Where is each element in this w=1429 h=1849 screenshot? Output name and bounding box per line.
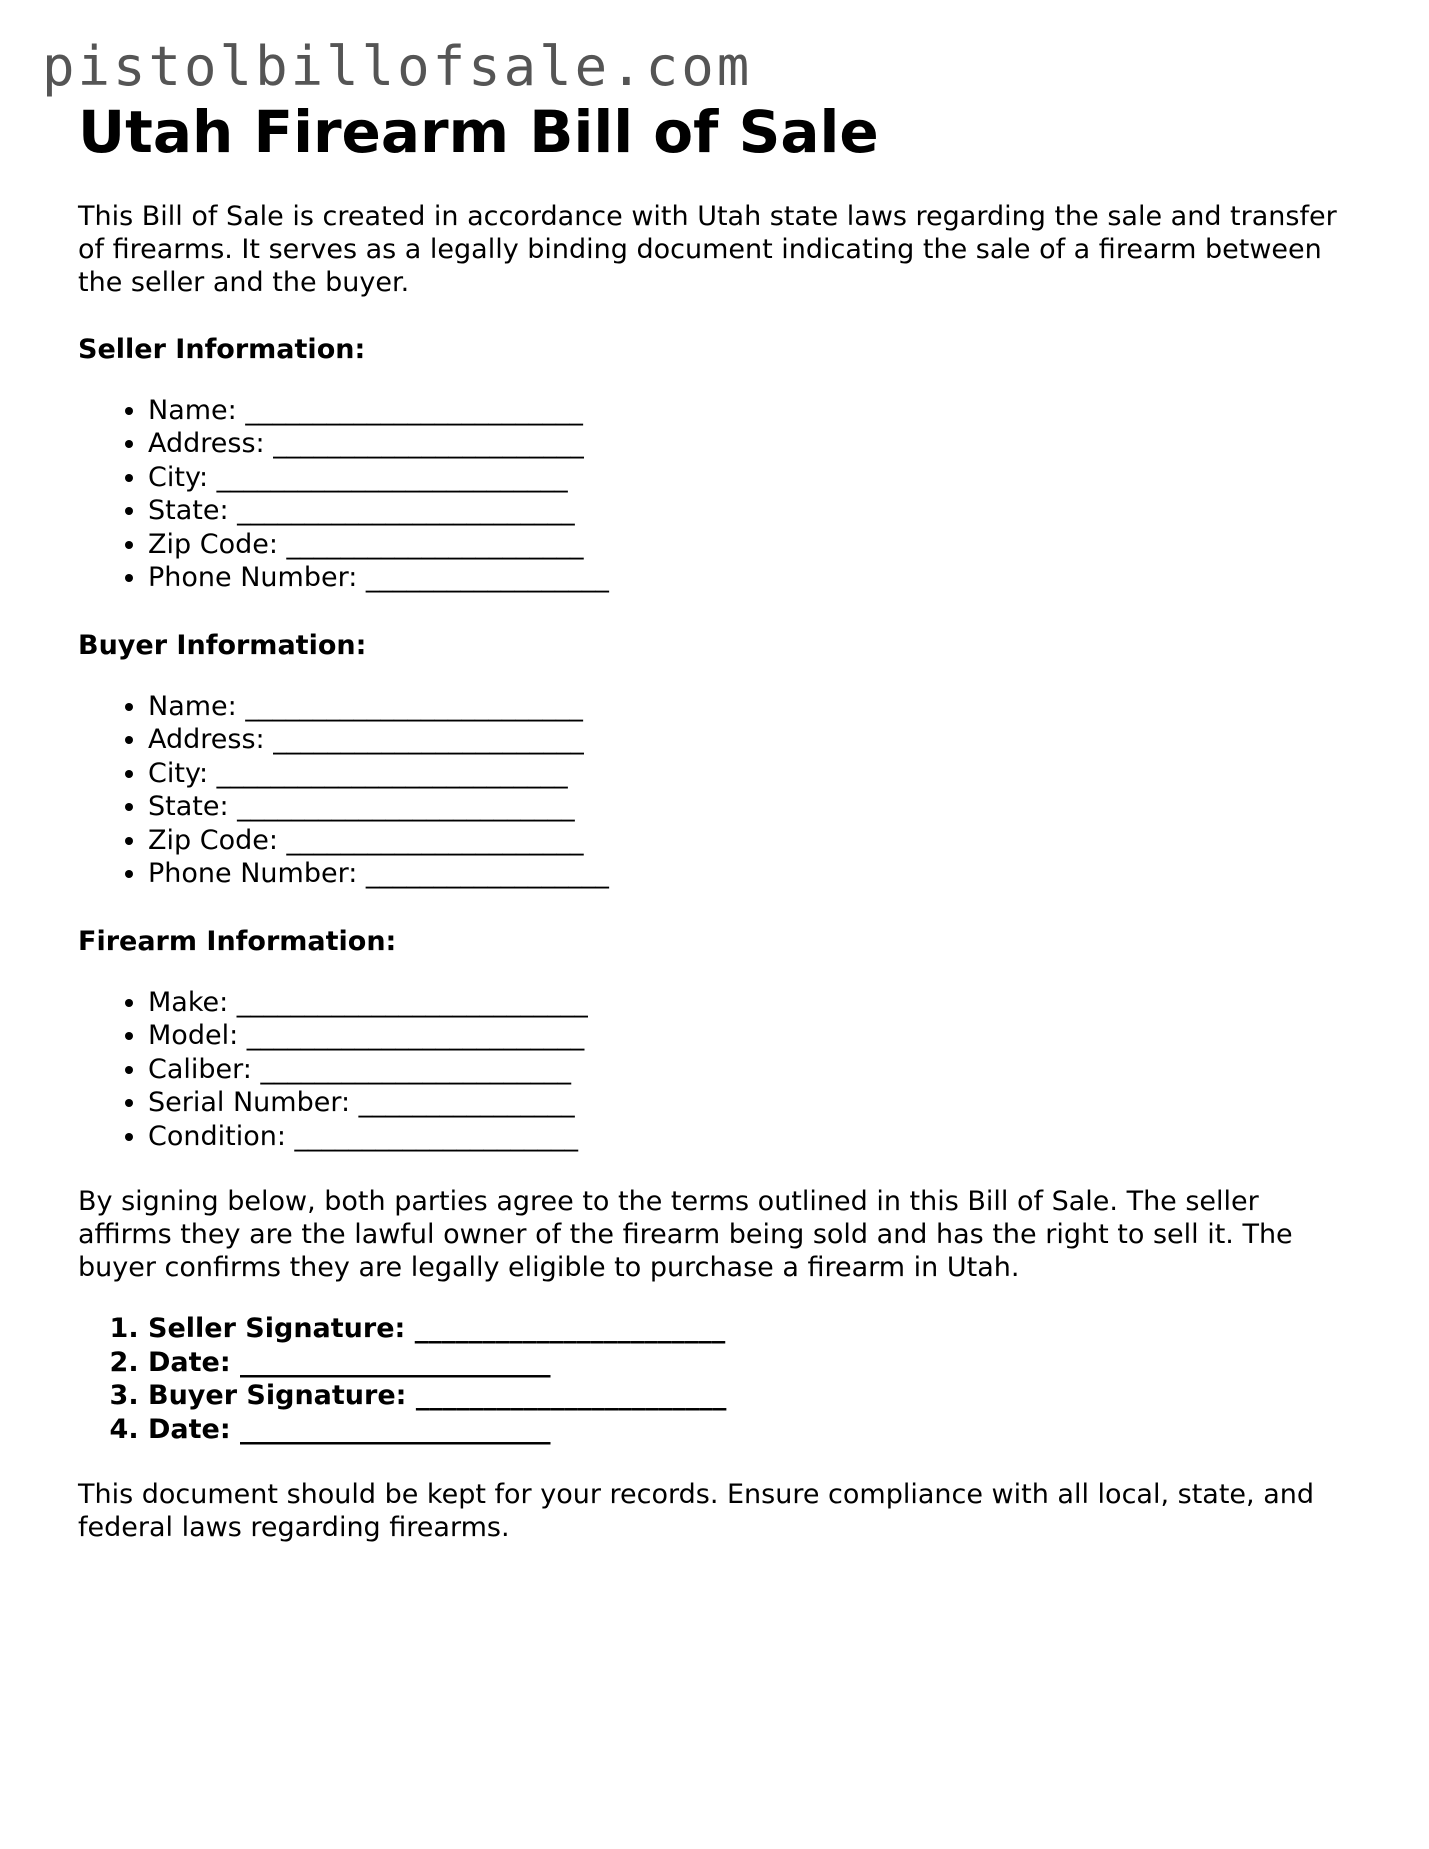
seller-address-field: • Address: _______________________ [148, 427, 1358, 461]
buyer-city-field: • City: __________________________ [148, 757, 1358, 791]
firearm-make-field: • Make: __________________________ [148, 986, 1358, 1020]
buyer-fields-list [78, 690, 1358, 891]
page-title: Utah Firearm Bill of Sale [78, 98, 879, 166]
buyer-zip-field: • Zip Code: ______________________ [148, 824, 1358, 858]
seller-zip-field: • Zip Code: ______________________ [148, 528, 1358, 562]
firearm-fields-list [78, 986, 1358, 1154]
signature-list [78, 1312, 1358, 1446]
intro-paragraph: This Bill of Sale is created in accordance with Utah state laws regarding the sale and transfer of firearms. It serves as a legally binding document indicating the sale of a firearm between the seller and the buyer. [78, 200, 1337, 298]
agreement-paragraph: By signing below, both parties agree to the terms outlined in this Bill of Sale. The seller affirms they are the lawful owner of the firearm being sold and has the right to sell it. The buyer confirms they are legally eligible to purchase a firearm in Utah. [78, 1186, 1293, 1284]
firearm-serial-field: • Serial Number: ________________ [148, 1086, 1358, 1120]
seller-name-field: • Name: _________________________ [148, 394, 1358, 428]
buyer-signature-field: 3. Buyer Signature: _______________________ [148, 1379, 1358, 1413]
firearm-section-heading: Firearm Information: [78, 925, 397, 957]
watermark-text: pistolbillofsale.com [42, 35, 753, 98]
document-body [78, 98, 1358, 1544]
firearm-condition-field: • Condition: _____________________ [148, 1120, 1358, 1154]
buyer-section-heading: Buyer Information: [78, 629, 367, 661]
closing-paragraph: This document should be kept for your records. Ensure compliance with all local, state, and federal laws regarding firearms. [78, 1479, 1314, 1544]
seller-city-field: • City: __________________________ [148, 461, 1358, 495]
buyer-name-field: • Name: _________________________ [148, 690, 1358, 724]
buyer-address-field: • Address: _______________________ [148, 723, 1358, 757]
seller-state-field: • State: _________________________ [148, 494, 1358, 528]
buyer-phone-field: • Phone Number: __________________ [148, 857, 1358, 891]
buyer-state-field: • State: _________________________ [148, 790, 1358, 824]
firearm-caliber-field: • Caliber: _______________________ [148, 1053, 1358, 1087]
seller-signature-field: 1. Seller Signature: _______________________ [148, 1312, 1358, 1346]
buyer-date-field: 4. Date: _______________________ [148, 1413, 1358, 1447]
seller-section-heading: Seller Information: [78, 333, 366, 365]
seller-fields-list [78, 394, 1358, 595]
firearm-model-field: • Model: _________________________ [148, 1019, 1358, 1053]
seller-date-field: 2. Date: _______________________ [148, 1346, 1358, 1380]
seller-phone-field: • Phone Number: __________________ [148, 561, 1358, 595]
